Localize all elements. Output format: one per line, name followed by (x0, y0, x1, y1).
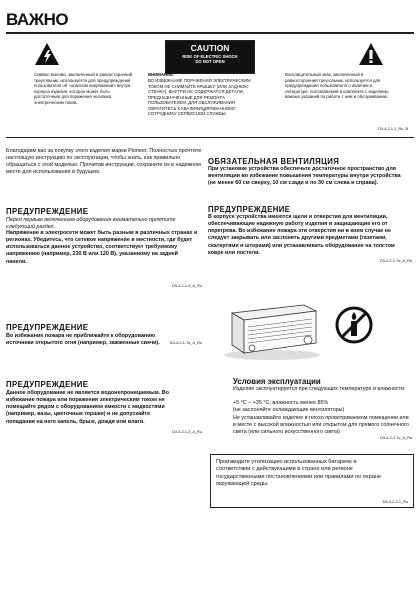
warning-center-title: ВНИМАНИЕ: (148, 72, 175, 77)
ventilation-warning-title: ПРЕДУПРЕЖДЕНИЕ (208, 205, 291, 214)
warning1-italic: Перед первым включением оборудования внимательно прочтите следующий раздел. (6, 217, 176, 231)
conditions-line2: +5 °C – +35 °C; влажность менее 85% (233, 400, 329, 406)
warning2-title: ПРЕДУПРЕЖДЕНИЕ (6, 323, 89, 332)
conditions-line3: (не заслоняйте охлаждающие вентиляторы) (233, 407, 345, 413)
conditions-title: Условия эксплуатации (233, 377, 321, 386)
caution-line1: RISK OF ELECTRIC SHOCK (182, 54, 238, 59)
caution-line2: DO NOT OPEN (195, 59, 225, 64)
conditions-line1: Изделие эксплуатируется при следующих температуре и влажности: (233, 386, 406, 392)
conditions-line4: Не устанавливайте изделие в плохо проветриваемом помещении или в месте с высокой влажностью или открытом для прямого солнечного света (или сильного искусственного света) (233, 415, 409, 436)
receiver-illustration (222, 297, 322, 361)
warning3-text: Данное оборудование не является водонепроницаемым. Во избежание пожара или поражения электрическим током не помещайте рядом с оборудованием емкости с жидкостями (например, вазы, цветочные горшки) и не допускайте попадания на него капель, брызг, дождя или влаги. (6, 390, 169, 425)
caution-box (165, 40, 255, 74)
warning1-text: Напряжение в электросети может быть разным в различных странах и регионах. Убедитесь, что сетевое напряжение в местности, где будет использоваться данное устройство, соответствует требуемому напряжению (например, 230 В или 120 В), указанному на задней панели. (6, 230, 198, 265)
caution-heading: CAUTION (190, 43, 230, 53)
ventilation-warning-text: В корпусе устройства имеются щели и отверстия для вентиляции, обеспечивающие надежную работу изделия и защищающие его от перегрева. Во избежание пожара эти отверстия ни в коем случае не следует закрывать или заслонять другими предметами (газетами, скатертями и шторами) или устанавливать оборудование на толстом ковре или постели. (208, 214, 395, 256)
lightning-triangle-icon (34, 42, 60, 66)
warning2-text: Во избежание пожара не приближайте к оборудованию источники открытого огня (например, зажженные свечи). (6, 333, 160, 347)
ventilation-text: При установке устройства обеспечьте достаточное пространство для вентиляции во избежание повышения температуры внутри устройства (не менее 60 см сверху, 10 см сзади и по 30 см слева и справа). (208, 166, 401, 187)
warning-rule (6, 137, 414, 138)
intro-text: Благодарим вас за покупку этого изделия марки Pioneer. Полностью прочтите настоящую инструкцию по эксплуатации, чтобы знать, как правильно обращаться с этой моделью. Прочитав инструкции, сохраните их в надежном месте для использования в будущем. (6, 148, 202, 176)
warning-right-text: Восклицательный знак, заключенный в равносторонний треугольник, используется для предупреждения пользователя о наличии в литературе, поставляемой в комплекте с изделием, важных указаний по работе с ним и обслуживанию. (285, 72, 389, 100)
ventilation-title: ОБЯЗАТЕЛЬНАЯ ВЕНТИЛЯЦИЯ (208, 157, 340, 166)
recycle-code: D3-4-2-3-1_Ru (382, 500, 408, 504)
no-flame-icon (334, 305, 374, 345)
warning3-code: D3-4-2-1-3_A_Ru (172, 430, 202, 434)
header-rule (6, 32, 414, 34)
page-title: ВАЖНО (6, 10, 69, 29)
warning-center-text: ВО ИЗБЕЖАНИЕ ПОРАЖЕНИЯ ЭЛЕКТРИЧЕСКИМ ТОКОМ НЕ СНИМАЙТЕ КРЫШКУ (ИЛИ ЗАДНЮЮ СТЕНКУ). ВНУТРИ НЕ СОДЕРЖАТСЯ ДЕТАЛИ, ПРЕДНАЗНАЧЕННЫЕ ДЛЯ РЕМОНТА ПОЛЬЗОВАТЕЛЕМ. ДЛЯ ОБСЛУЖИВАНИЯ ОБРАТИТЕСЬ К КВАЛИФИЦИРОВАННОМУ СОТРУДНИКУ СЕРВИСНОЙ СЛУЖБЫ. (148, 78, 251, 117)
warning-left-text: Символ молнии, заключенный в равносторонний треугольник, используется для предупреждения пользователя об «опасном напряжении» внутри корпуса изделия, которое может быть достаточным для поражения человека электрическим током. (34, 72, 133, 105)
warning1-code: D3-4-2-1-4_A_Ru (172, 284, 202, 288)
conditions-code: D3-4-2-1-7c_A_Ru (380, 436, 412, 440)
recycle-box (210, 454, 414, 508)
ventilation-code: D3-4-2-1-7b_A_Ru (379, 259, 412, 263)
recycle-text: Производите утилизацию использованных батареек в соответствии с действующими в стране или регионе государственными постановлениями или правилами по охране окружающей среды. (216, 459, 382, 488)
exclamation-triangle-icon (358, 42, 384, 66)
warning1-title: ПРЕДУПРЕЖДЕНИЕ (6, 207, 89, 216)
warning-code: D3-4-2-1-1_Ru_B (378, 127, 408, 131)
warning3-title: ПРЕДУПРЕЖДЕНИЕ (6, 380, 89, 389)
warning2-code: D3-4-2-1-7a_A_Ru (169, 341, 202, 345)
